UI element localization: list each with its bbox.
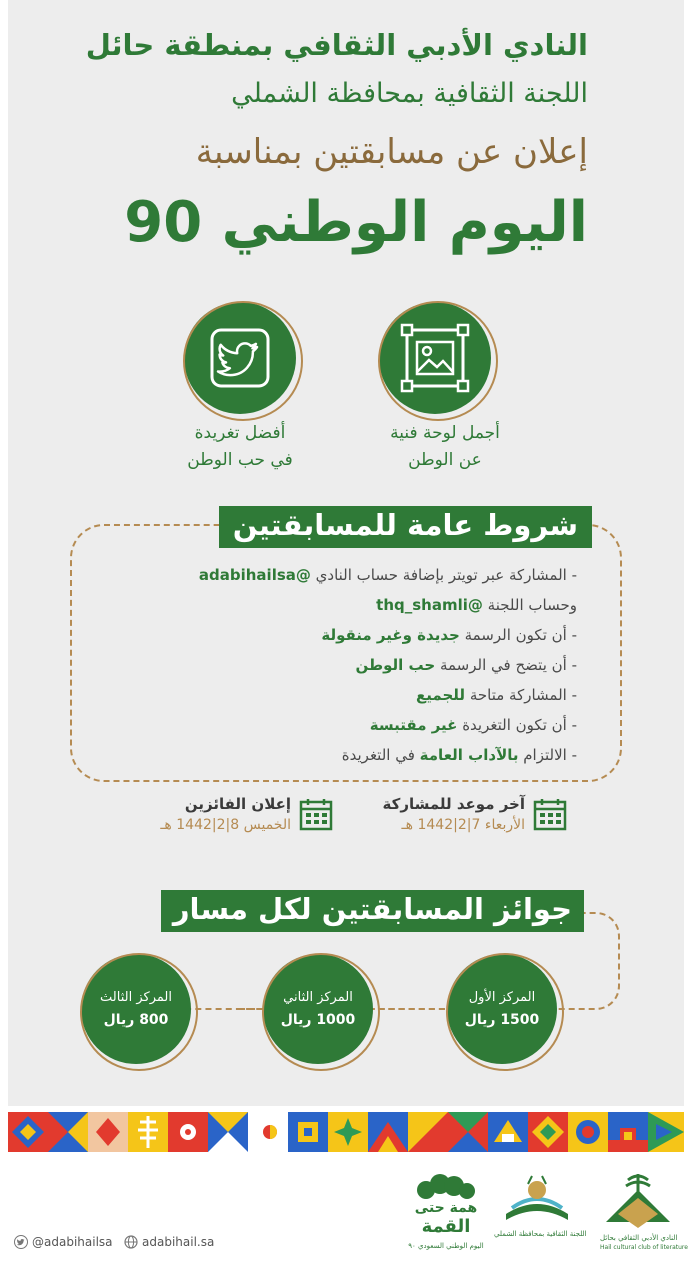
deadline-label: آخر موعد للمشاركة [382, 795, 525, 813]
twitter-icon [14, 1235, 28, 1249]
prizes-title: جوائز المسابقتين لكل مسار [161, 890, 584, 932]
first-place-badge: المركز الأول 1500 ريال [443, 950, 561, 1068]
calendar-icon [533, 797, 567, 831]
announcement-title: إعلان عن مسابقتين بمناسبة [195, 132, 588, 172]
painting-category-label: أجمل لوحة فنية عن الوطن [390, 423, 500, 470]
list-item: وحساب اللجنة @thq_shamli [376, 596, 577, 614]
hemma-logo-icon [412, 1168, 480, 1202]
tweet-category-badge [180, 298, 300, 418]
deadline-date [367, 797, 567, 837]
second-place-badge: المركز الثاني 1000 ريال [259, 950, 377, 1068]
conditions-title: شروط عامة للمسابقتين [219, 506, 592, 548]
painting-category-badge [375, 298, 495, 418]
list-item: - أن تكون التغريدة غير مقتبسة [369, 716, 577, 734]
twitter-handle-link[interactable]: @adabihailsa [32, 1235, 113, 1249]
committee-title: اللجنة الثقافية بمحافظة الشملي [231, 78, 588, 109]
list-item: - المشاركة عبر تويتر بإضافة حساب النادي @adabihailsa [198, 566, 577, 584]
winners-label: إعلان الفائزين [184, 795, 291, 813]
tweet-category-label: أفضل تغريدة في حب الوطن [187, 423, 293, 470]
national-day-title: اليوم الوطني 90 [124, 190, 588, 255]
footer [0, 1160, 692, 1280]
image-frame-icon [397, 320, 473, 396]
list-item: - الالتزام بالآداب العامة في التغريدة [341, 746, 577, 764]
club-logo-caption: النادي الأدبي الثقافي بحائل [600, 1234, 678, 1242]
club-logo-caption-en: Hail cultural club of literature [600, 1244, 688, 1251]
hemma-logo-line2: القمة [421, 1216, 471, 1237]
list-item: - المشاركة متاحة للجميع [416, 686, 577, 704]
club-logo-icon [598, 1170, 676, 1232]
heritage-pattern-band [8, 1112, 684, 1152]
committee-logo-icon [498, 1174, 576, 1226]
hemma-logo-line1: همة حتى [414, 1200, 478, 1216]
conditions-list [107, 560, 577, 770]
third-place-badge: المركز الثالث 800 ريال [77, 950, 195, 1068]
hemma-logo-caption: اليوم الوطني السعودي ٩٠ [408, 1242, 484, 1250]
list-item: - أن تكون الرسمة جديدة وغير منقولة [321, 626, 577, 644]
committee-logo-caption: اللجنة الثقافية بمحافظة الشملي [494, 1230, 587, 1238]
list-item: - أن يتضح في الرسمة حب الوطن [355, 656, 577, 674]
twitter-icon [202, 320, 278, 396]
deadline-value: الأربعاء 7|2|1442 هـ [401, 817, 525, 833]
globe-icon [124, 1235, 138, 1249]
club-title: النادي الأدبي الثقافي بمنطقة حائل [85, 28, 588, 62]
website-link[interactable]: adabihail.sa [142, 1235, 215, 1249]
calendar-icon [299, 797, 333, 831]
winners-value: الخميس 8|2|1442 هـ [160, 817, 291, 833]
winners-date [133, 797, 333, 837]
